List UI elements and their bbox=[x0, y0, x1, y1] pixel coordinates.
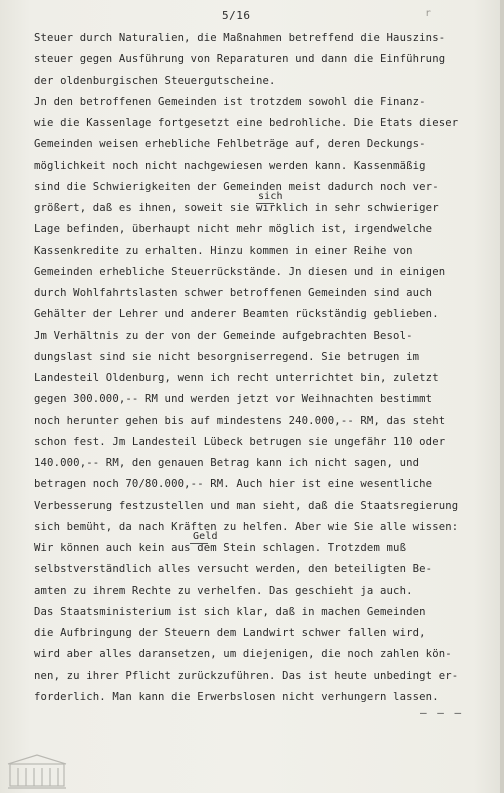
text-line: Jm Verhältnis zu der von der Gemeinde aufgebrachten Besol- bbox=[34, 329, 413, 342]
handwritten-insert-geld: Geld bbox=[193, 531, 218, 542]
text-line: Lage befinden, überhaupt nicht mehr möglich ist, irgendwelche bbox=[34, 223, 433, 236]
text-line: sich bemüht, da nach Kräften zu helfen. Aber wie Sie alle wissen: bbox=[34, 520, 459, 533]
text-line-with-insert bbox=[34, 191, 504, 219]
page-number: 5/16 bbox=[222, 9, 251, 22]
text-line: Gemeinden weisen erhebliche Fehlbeträge auf, deren Deckungs- bbox=[34, 138, 426, 151]
text-line: Gehälter der Lehrer und anderer Beamten rückständig geblieben. bbox=[34, 308, 439, 321]
text-line: Verbesserung festzustellen und man sieht, daß die Staatsregierung bbox=[34, 499, 459, 512]
text-line: gegen 300.000,-- RM und werden jetzt vor Weihnachten bestimmt bbox=[34, 393, 433, 406]
archive-building-logo bbox=[6, 752, 68, 790]
text-line: noch herunter gehen bis auf mindestens 240.000,-- RM, das steht bbox=[34, 414, 446, 427]
text-line: sind die Schwierigkeiten der Gemeinden meist dadurch noch ver- bbox=[34, 180, 439, 193]
closing-dashes: — — — bbox=[420, 706, 464, 719]
text-line: schon fest. Jm Landesteil Lübeck betrugen sie ungefähr 110 oder bbox=[34, 435, 446, 448]
text-line-content: Wir können auch kein aus dem Stein schlagen. Trotzdem muß bbox=[34, 542, 407, 554]
text-line: Kassenkredite zu erhalten. Hinzu kommen in einer Reihe von bbox=[34, 244, 413, 257]
insert-caret-mark bbox=[190, 543, 208, 550]
text-line: Gemeinden erhebliche Steuerrückstände. Jn diesen und in einigen bbox=[34, 265, 446, 278]
text-line: Landesteil Oldenburg, wenn ich recht unterrichtet bin, zuletzt bbox=[34, 372, 439, 384]
text-line: wird aber alles daransetzen, um diejenigen, die noch zahlen kön- bbox=[34, 648, 452, 661]
text-line: möglichkeit noch nicht nachgewiesen werden kann. Kassenmäßig bbox=[34, 159, 426, 172]
text-line-with-insert bbox=[34, 531, 504, 559]
text-line: betragen noch 70/80.000,-- RM. Auch hier ist eine wesentliche bbox=[34, 478, 433, 491]
text-line: 140.000,-- RM, den genauen Betrag kann ich nicht sagen, und bbox=[34, 457, 420, 469]
text-line: selbstverständlich alles versucht werden, den beteiligten Be- bbox=[34, 563, 433, 576]
text-line: forderlich. Man kann die Erwerbslosen nicht verhungern lassen. bbox=[34, 690, 439, 703]
text-line: die Aufbringung der Steuern dem Landwirt schwer fallen wird, bbox=[34, 627, 426, 639]
text-line: dungslast sind sie nicht besorgniserregend. Sie betrugen im bbox=[34, 350, 420, 363]
insert-caret-mark bbox=[256, 203, 274, 210]
text-line-content: größert, daß es ihnen, soweit sie wirklich in sehr schwieriger bbox=[34, 202, 439, 214]
text-line: steuer gegen Ausführung von Reparaturen und dann die Einführung bbox=[34, 53, 446, 66]
text-line: nen, zu ihrer Pflicht zurückzuführen. Das ist heute unbedingt er- bbox=[34, 669, 459, 682]
pencil-corner-mark: r bbox=[425, 8, 432, 19]
text-line: Jn den betroffenen Gemeinden ist trotzdem sowohl die Finanz- bbox=[34, 95, 426, 108]
text-line: wie die Kassenlage fortgesetzt eine bedrohliche. Die Etats dieser bbox=[34, 117, 459, 129]
handwritten-insert-sich: sich bbox=[258, 191, 283, 202]
text-line: amten zu ihrem Rechte zu verhelfen. Das geschieht ja auch. bbox=[34, 584, 413, 597]
text-line: der oldenburgischen Steuergutscheine. bbox=[34, 74, 276, 87]
text-line: Das Staatsministerium ist sich klar, daß in machen Gemeinden bbox=[34, 605, 426, 618]
text-line: durch Wohlfahrtslasten schwer betroffenen Gemeinden sind auch bbox=[34, 287, 433, 299]
typed-body-text bbox=[34, 28, 504, 708]
text-line: Steuer durch Naturalien, die Maßnahmen betreffend die Hauszins- bbox=[34, 32, 446, 44]
